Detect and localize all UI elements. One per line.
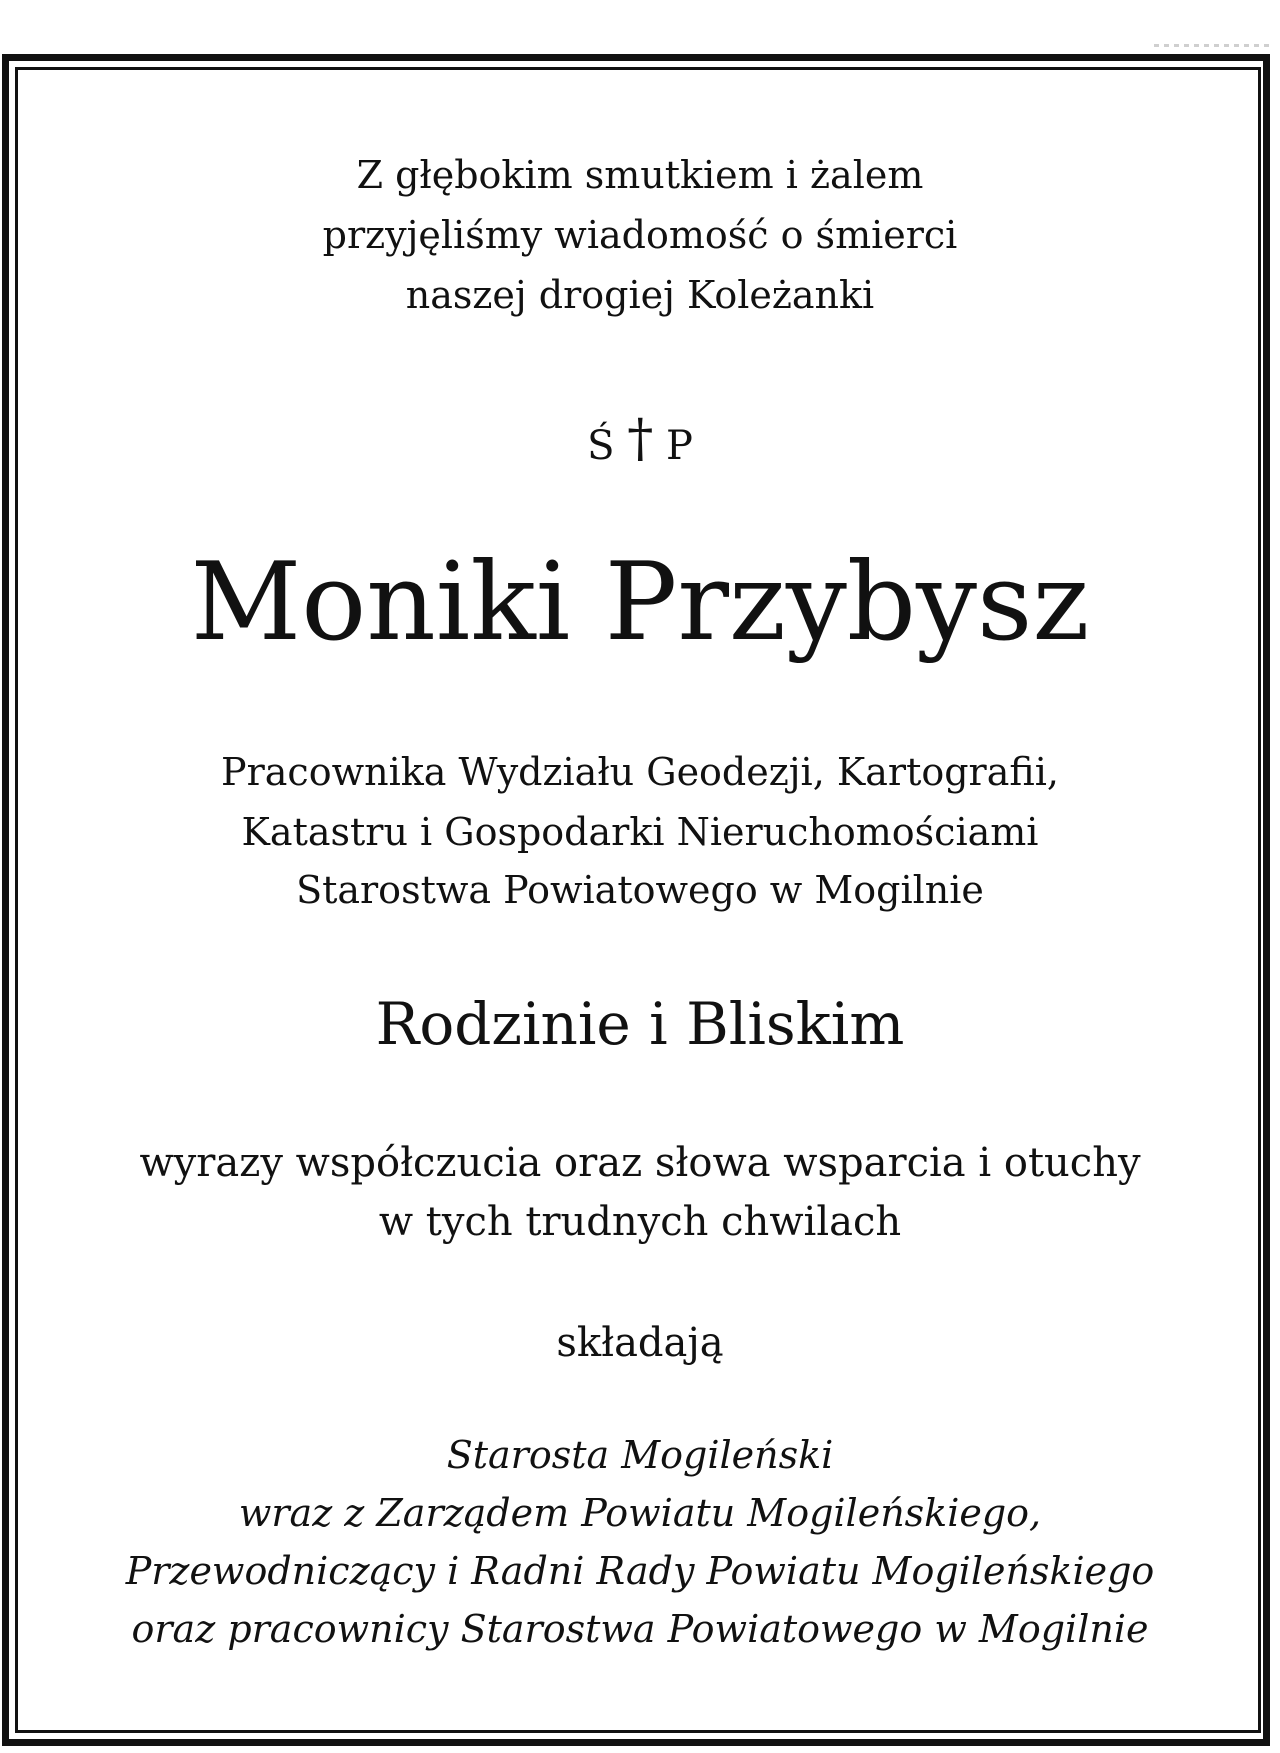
stp-left: Ś	[587, 423, 615, 469]
signatory-line-2: wraz z Zarządem Powiatu Mogileńskiego,	[238, 1491, 1042, 1535]
condolence-line-2: w tych trudnych chwilach	[378, 1199, 902, 1245]
intro-line-1: Z głębokim smutkiem i żalem	[356, 153, 924, 197]
intro-line-3: naszej drogiej Koleżanki	[405, 273, 875, 317]
offered-by: składają	[556, 1320, 724, 1366]
cross-icon: †	[627, 409, 654, 469]
condolence-line-1: wyrazy współczucia oraz słowa wsparcia i otuchy	[139, 1140, 1141, 1186]
role-line-2: Katastru i Gospodarki Nieruchomościami	[241, 810, 1039, 854]
signatory-line-4: oraz pracownicy Starostwa Powiatowego w Mogilnie	[131, 1607, 1149, 1651]
signatory-line-3: Przewodniczący i Radni Rady Powiatu Mogileńskiego	[125, 1549, 1155, 1593]
role-line-3: Starostwa Powiatowego w Mogilnie	[296, 868, 984, 912]
signatory-line-1: Starosta Mogileński	[446, 1433, 834, 1477]
stp-right: P	[665, 423, 693, 469]
role-line-1: Pracownika Wydziału Geodezji, Kartografii,	[221, 750, 1059, 794]
scan-artifact	[1154, 44, 1272, 47]
deceased-name: Moniki Przybysz	[190, 540, 1090, 665]
stp-line	[0, 409, 1280, 472]
intro-line-2: przyjęliśmy wiadomość o śmierci	[322, 213, 958, 257]
family-heading: Rodzinie i Bliskim	[375, 990, 905, 1058]
